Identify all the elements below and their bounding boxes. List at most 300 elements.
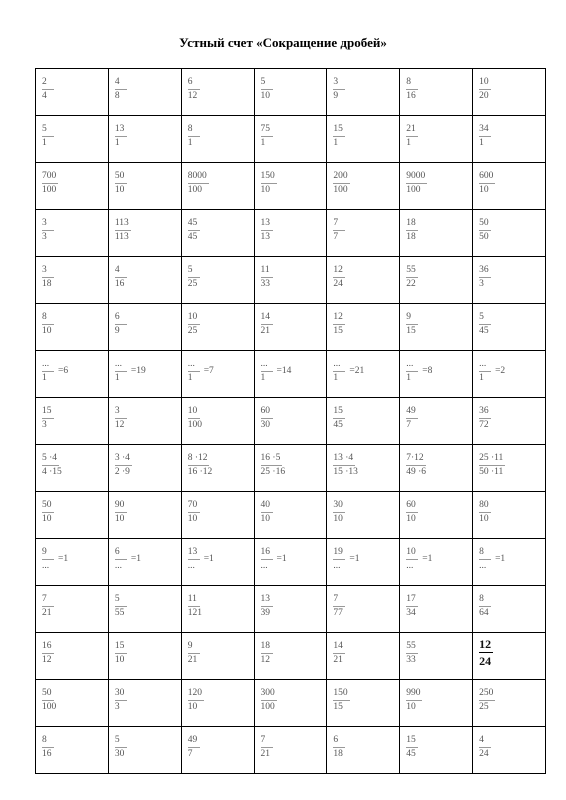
fraction: [42, 453, 62, 478]
fraction: [261, 500, 273, 525]
fraction: [479, 594, 491, 619]
fraction-cell: [473, 539, 546, 586]
denominator: 1: [333, 373, 339, 383]
equals-value: =19: [130, 366, 146, 376]
fraction-cell: [400, 163, 473, 210]
fraction-cell: [327, 727, 400, 774]
fraction-cell: [254, 69, 327, 116]
fraction: [188, 265, 200, 290]
fraction: [333, 359, 364, 384]
denominator: 45: [187, 232, 198, 242]
table-row: [36, 398, 546, 445]
fraction: [115, 688, 127, 713]
denominator: 16: [406, 91, 416, 101]
numerator: 13: [115, 124, 127, 137]
denominator: 15: [333, 326, 343, 336]
numerator: 70: [188, 500, 200, 513]
fraction: [115, 735, 127, 760]
fraction-cell: [108, 210, 181, 257]
fraction-cell: [400, 351, 473, 398]
fraction-cell: [400, 445, 473, 492]
numerator: 14: [333, 641, 345, 654]
fraction-cell: [473, 116, 546, 163]
denominator: 1: [333, 138, 339, 148]
numerator: 34: [479, 124, 491, 137]
fraction-cell: [181, 210, 254, 257]
numerator: 5: [188, 265, 200, 278]
denominator: ...: [406, 561, 414, 571]
fraction: [333, 688, 349, 713]
fraction-cell: [36, 445, 109, 492]
fraction: [406, 312, 418, 337]
denominator: 7: [187, 749, 193, 759]
fraction: [333, 547, 359, 572]
denominator: 21: [333, 655, 343, 665]
fraction-cell: [327, 445, 400, 492]
fraction-cell: [36, 398, 109, 445]
fraction-cell: [473, 69, 546, 116]
numerator: 13: [261, 594, 273, 607]
fraction-cell: [327, 351, 400, 398]
table-row: [36, 210, 546, 257]
fraction: [261, 594, 273, 619]
denominator: 10: [260, 91, 271, 101]
fraction-cell: [108, 163, 181, 210]
numerator: 9: [42, 547, 54, 560]
numerator: 15: [333, 406, 345, 419]
fraction-cell: [181, 304, 254, 351]
denominator: 121: [187, 608, 202, 618]
fraction-cell: [327, 69, 400, 116]
denominator: 1: [114, 373, 120, 383]
fraction: [479, 77, 491, 102]
numerator: 7·12: [406, 453, 425, 466]
equals-value: =14: [276, 366, 292, 376]
fraction: [42, 500, 54, 525]
fraction: [188, 594, 202, 619]
denominator: 18: [406, 232, 416, 242]
numerator: 2: [42, 77, 54, 90]
denominator: 2 ·9: [114, 467, 130, 477]
equals-value: =6: [58, 366, 69, 376]
denominator: ...: [260, 561, 268, 571]
fraction: [42, 735, 54, 760]
fraction: [333, 594, 345, 619]
fraction-cell: [36, 163, 109, 210]
fraction-cell: [473, 680, 546, 727]
table-row: [36, 163, 546, 210]
numerator: 8: [42, 735, 54, 748]
fraction: [115, 641, 127, 666]
numerator: 5: [479, 312, 491, 325]
table-row: [36, 445, 546, 492]
fraction: [406, 265, 418, 290]
numerator: 8 ·12: [188, 453, 210, 466]
denominator: 12: [187, 91, 198, 101]
numerator: ...: [188, 359, 200, 372]
fraction-cell: [36, 257, 109, 304]
numerator: 10: [406, 547, 418, 560]
denominator: 33: [260, 279, 271, 289]
fraction-cell: [181, 680, 254, 727]
equals-value: =8: [422, 366, 433, 376]
fraction: [188, 171, 209, 196]
fraction: [333, 406, 345, 431]
denominator: 10: [114, 185, 125, 195]
numerator: 120: [188, 688, 204, 701]
fraction: [42, 124, 54, 149]
table-row: [36, 116, 546, 163]
fraction: [479, 171, 495, 196]
fraction-cell: [400, 398, 473, 445]
fraction: [42, 218, 54, 243]
denominator: 100: [333, 185, 348, 195]
fraction: [188, 406, 202, 431]
fraction-cell: [181, 116, 254, 163]
fraction-cell: [108, 680, 181, 727]
fraction: [261, 735, 273, 760]
fraction: [188, 312, 200, 337]
numerator: 12: [479, 637, 492, 651]
fraction: [261, 124, 273, 149]
numerator: 700: [42, 171, 58, 184]
fraction-cell: [254, 539, 327, 586]
fraction: [479, 688, 495, 713]
numerator: 13: [261, 218, 273, 231]
denominator: 10: [406, 702, 416, 712]
denominator: 24: [479, 749, 489, 759]
numerator: 3: [42, 265, 54, 278]
fraction-cell: [400, 680, 473, 727]
fraction: [333, 641, 345, 666]
fraction: [479, 406, 491, 431]
denominator: 30: [114, 749, 125, 759]
denominator: 45: [333, 420, 343, 430]
equals-value: =1: [203, 554, 214, 564]
denominator: 4 ·15: [42, 467, 62, 477]
fraction: [115, 453, 132, 478]
denominator: 33: [406, 655, 416, 665]
fraction-cell: [400, 727, 473, 774]
numerator: ...: [42, 359, 54, 372]
fraction: [188, 500, 200, 525]
numerator: ...: [261, 359, 273, 372]
numerator: 10: [188, 406, 200, 419]
fraction: [261, 641, 273, 666]
numerator: 13: [188, 547, 200, 560]
denominator: 7: [333, 232, 339, 242]
fraction: [261, 359, 292, 384]
denominator: 50: [479, 232, 489, 242]
denominator: 100: [42, 185, 57, 195]
fraction-cell: [36, 727, 109, 774]
denominator: ...: [479, 561, 487, 571]
numerator: 60: [406, 500, 418, 513]
fraction-cell: [400, 69, 473, 116]
denominator: 55: [114, 608, 125, 618]
fraction-cell: [327, 492, 400, 539]
numerator: 60: [261, 406, 273, 419]
numerator: 36: [479, 265, 491, 278]
fraction: [188, 218, 200, 243]
numerator: 30: [115, 688, 127, 701]
table-row: [36, 586, 546, 633]
denominator: 100: [187, 185, 202, 195]
numerator: 75: [261, 124, 273, 137]
numerator: 990: [406, 688, 422, 701]
numerator: 3: [42, 218, 54, 231]
denominator: 25: [479, 702, 489, 712]
denominator: 1: [260, 138, 266, 148]
denominator: 30: [260, 420, 271, 430]
fraction-cell: [327, 116, 400, 163]
denominator: 10: [187, 514, 198, 524]
fraction-cell: [108, 398, 181, 445]
fraction: [261, 688, 277, 713]
numerator: 7: [333, 218, 345, 231]
fraction: [115, 359, 146, 384]
fraction: [406, 735, 418, 760]
numerator: 200: [333, 171, 349, 184]
equals-value: =1: [495, 554, 506, 564]
fraction-cell: [254, 586, 327, 633]
denominator: 12: [42, 655, 52, 665]
fraction: [42, 265, 54, 290]
denominator: 25: [187, 326, 198, 336]
fraction-cell: [181, 69, 254, 116]
denominator: 13: [260, 232, 271, 242]
denominator: 49 ·6: [406, 467, 427, 477]
denominator: 15: [406, 326, 416, 336]
fraction-cell: [181, 492, 254, 539]
fraction-cell: [181, 539, 254, 586]
denominator: 100: [187, 420, 202, 430]
fraction: [261, 218, 273, 243]
fraction-cell: [181, 398, 254, 445]
fraction: [188, 735, 200, 760]
fraction-cell: [400, 304, 473, 351]
fraction-cell: [108, 492, 181, 539]
equals-value: =2: [495, 366, 506, 376]
denominator: 3: [42, 420, 47, 430]
fraction: [479, 453, 505, 478]
numerator: 7: [261, 735, 273, 748]
fraction: [188, 547, 214, 572]
numerator: 8: [188, 124, 200, 137]
denominator: 10: [260, 514, 271, 524]
numerator: 8: [406, 77, 418, 90]
fraction: [479, 265, 491, 290]
denominator: ...: [333, 561, 341, 571]
fraction: [261, 77, 273, 102]
denominator: 21: [187, 655, 198, 665]
denominator: 10: [114, 655, 125, 665]
fraction-cell: [400, 586, 473, 633]
denominator: 10: [479, 185, 489, 195]
fraction: [42, 171, 58, 196]
denominator: 22: [406, 279, 416, 289]
denominator: 12: [114, 420, 125, 430]
fraction: [406, 218, 418, 243]
fraction-cell: [254, 727, 327, 774]
fraction-cell: [400, 210, 473, 257]
denominator: 1: [479, 373, 484, 383]
fraction: [115, 218, 131, 243]
table-row: [36, 680, 546, 727]
fraction: [333, 265, 345, 290]
numerator: 21: [406, 124, 418, 137]
fraction-cell: [254, 680, 327, 727]
equals-value: =21: [349, 366, 365, 376]
denominator: 20: [479, 91, 489, 101]
numerator: 55: [406, 641, 418, 654]
numerator: 13 ·4: [333, 453, 355, 466]
fraction: [42, 359, 68, 384]
denominator: 45: [406, 749, 416, 759]
numerator: 18: [261, 641, 273, 654]
fraction-cell: [181, 163, 254, 210]
denominator: 10: [260, 185, 271, 195]
denominator: 39: [260, 608, 271, 618]
numerator: ...: [406, 359, 418, 372]
denominator: 10: [333, 514, 343, 524]
numerator: ...: [333, 359, 345, 372]
denominator: 16: [114, 279, 125, 289]
numerator: 90: [115, 500, 127, 513]
numerator: 7: [42, 594, 54, 607]
denominator: ...: [42, 561, 50, 571]
fraction-cell: [36, 304, 109, 351]
fraction-cell: [254, 304, 327, 351]
numerator: 9: [188, 641, 200, 654]
numerator: 80: [479, 500, 491, 513]
fraction: [479, 359, 505, 384]
fraction-cell: [181, 351, 254, 398]
numerator: 50: [42, 500, 54, 513]
denominator: 34: [406, 608, 416, 618]
fraction-cell: [400, 539, 473, 586]
fraction-cell: [400, 116, 473, 163]
fraction: [479, 312, 491, 337]
fraction: [333, 500, 345, 525]
fraction: [406, 124, 418, 149]
fraction: [406, 359, 432, 384]
denominator: 77: [333, 608, 343, 618]
fraction: [261, 453, 286, 478]
fraction-cell: [254, 445, 327, 492]
numerator: 14: [261, 312, 273, 325]
numerator: 15: [42, 406, 54, 419]
numerator: 12: [333, 312, 345, 325]
fraction-cell: [36, 586, 109, 633]
equals-value: =1: [130, 554, 141, 564]
fraction: [479, 547, 505, 572]
numerator: 4: [479, 735, 491, 748]
fraction-cell: [108, 445, 181, 492]
fraction-cell: [473, 398, 546, 445]
fraction-cell: [36, 210, 109, 257]
fraction-cell: [327, 680, 400, 727]
fraction-cell: [181, 633, 254, 680]
fraction: [261, 171, 277, 196]
denominator: 16: [42, 749, 52, 759]
fraction: [333, 312, 345, 337]
numerator: 113: [115, 218, 131, 231]
numerator: 9: [406, 312, 418, 325]
numerator: 5: [42, 124, 54, 137]
denominator: 18: [42, 279, 52, 289]
fraction: [42, 77, 54, 102]
numerator: 8: [42, 312, 54, 325]
denominator: 4: [42, 91, 47, 101]
fraction-cell: [473, 257, 546, 304]
denominator: 24: [333, 279, 343, 289]
denominator: 1: [187, 138, 193, 148]
fraction: [115, 77, 127, 102]
equals-value: =7: [203, 366, 214, 376]
fraction: [42, 641, 54, 666]
table-row: [36, 633, 546, 680]
fraction-cell: [400, 633, 473, 680]
denominator: 25 ·16: [260, 467, 286, 477]
denominator: 21: [260, 326, 271, 336]
fraction: [333, 735, 345, 760]
denominator: ...: [114, 561, 122, 571]
fraction-cell: [473, 445, 546, 492]
denominator: 10: [479, 514, 489, 524]
table-row: [36, 539, 546, 586]
fraction-cell: [36, 633, 109, 680]
denominator: 15: [333, 702, 343, 712]
table-row: [36, 69, 546, 116]
fraction: [188, 453, 213, 478]
denominator: 1: [260, 373, 266, 383]
fraction: [333, 77, 345, 102]
numerator: 250: [479, 688, 495, 701]
numerator: ...: [479, 359, 491, 372]
fraction: [261, 547, 287, 572]
fraction-cell: [327, 398, 400, 445]
numerator: 8: [479, 594, 491, 607]
denominator: 72: [479, 420, 489, 430]
numerator: 50: [115, 171, 127, 184]
fraction-cell: [473, 163, 546, 210]
fractions-table: [35, 68, 546, 774]
fraction: [188, 688, 204, 713]
table-row: [36, 492, 546, 539]
fraction: [42, 312, 54, 337]
fraction-cell: [36, 116, 109, 163]
fraction-cell: [108, 116, 181, 163]
denominator: 24: [479, 654, 492, 668]
numerator: 19: [333, 547, 345, 560]
numerator: 3: [333, 77, 345, 90]
equals-value: =1: [349, 554, 360, 564]
denominator: 9: [333, 91, 339, 101]
fraction: [406, 500, 418, 525]
fraction: [115, 265, 127, 290]
fraction: [406, 171, 427, 196]
fraction-cell: [254, 163, 327, 210]
equals-value: =1: [58, 554, 69, 564]
numerator: 15: [333, 124, 345, 137]
fraction-cell: [254, 492, 327, 539]
fraction: [42, 547, 68, 572]
numerator: 30: [333, 500, 345, 513]
fraction: [115, 500, 127, 525]
fraction-cell: [108, 351, 181, 398]
fraction-cell: [36, 680, 109, 727]
